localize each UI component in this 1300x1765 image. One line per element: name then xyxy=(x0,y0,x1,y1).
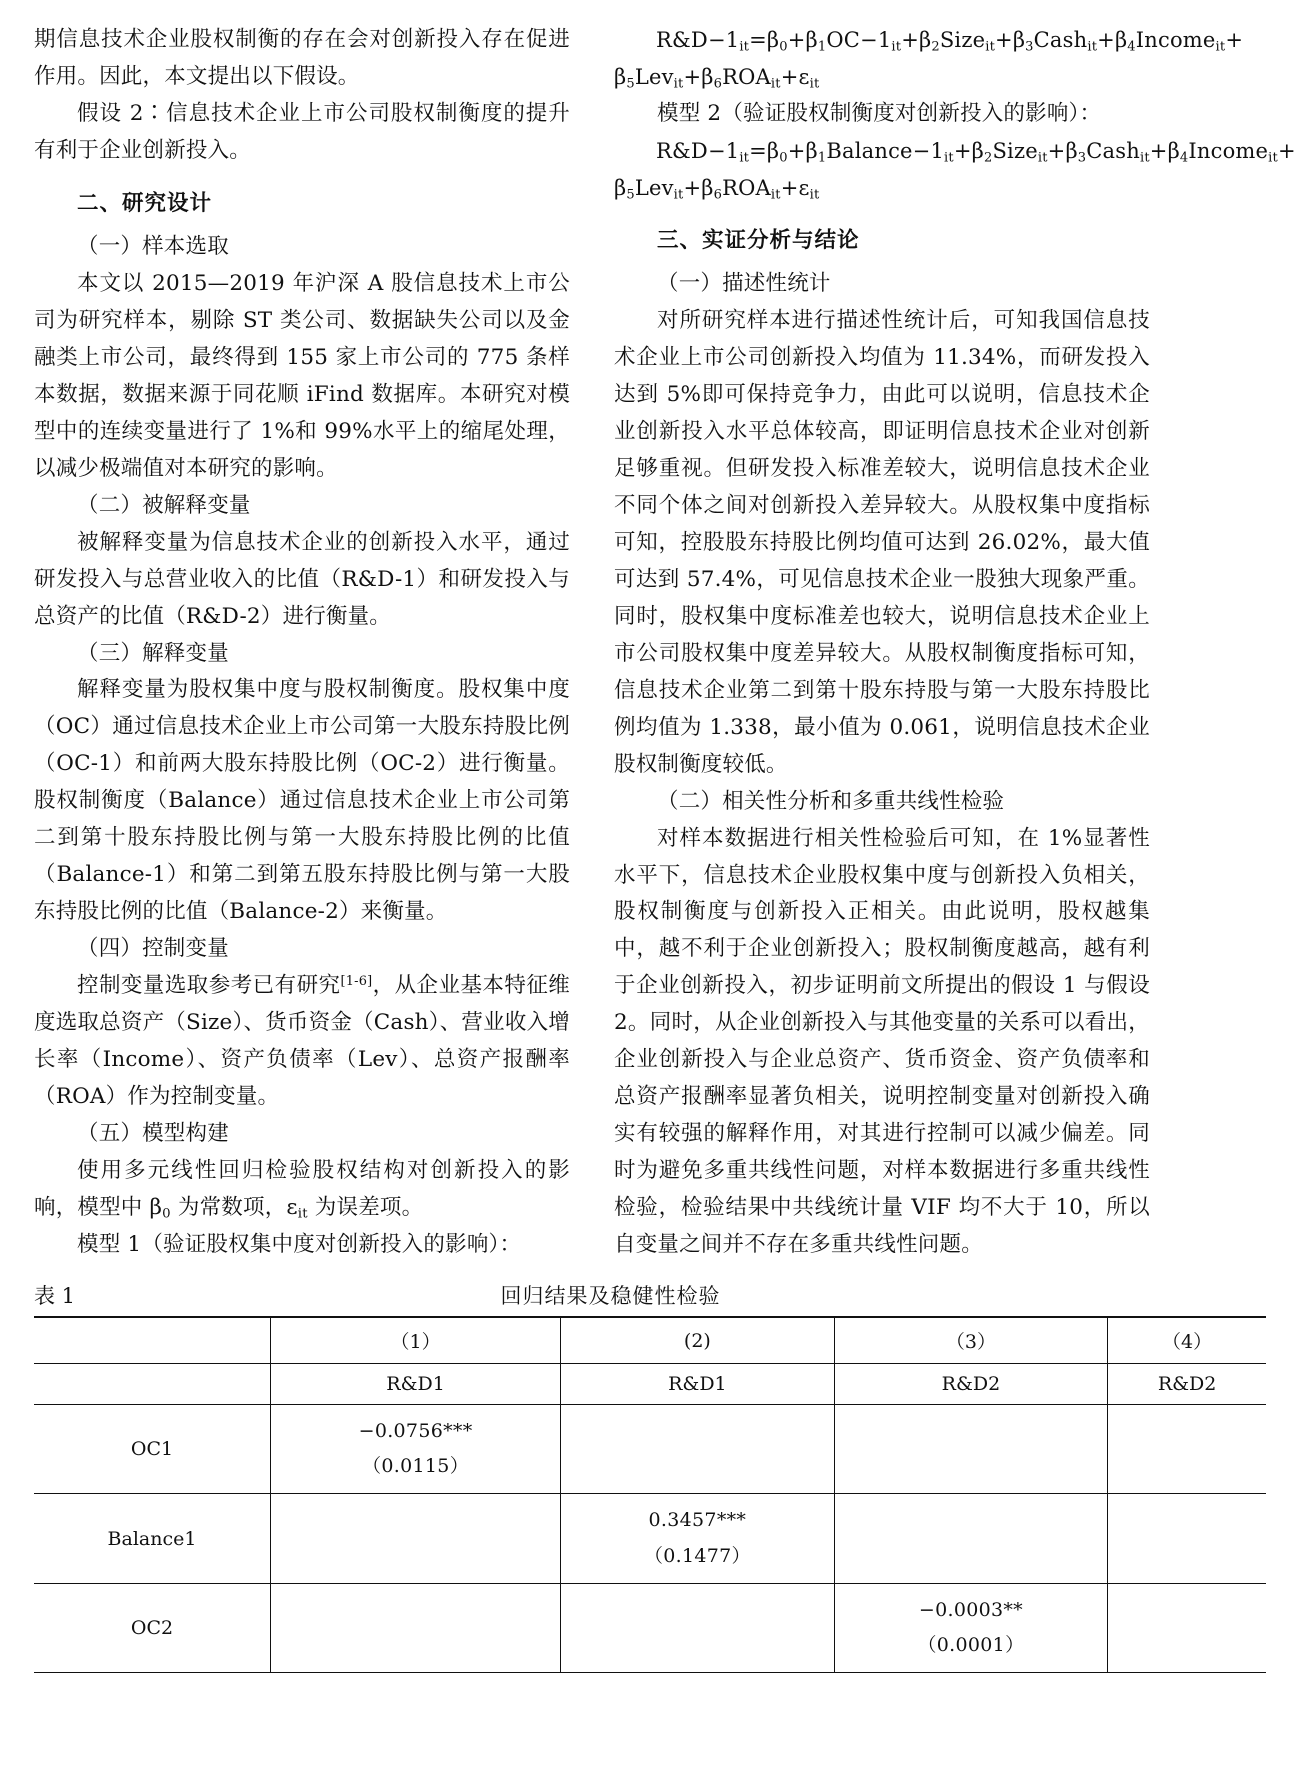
cell-oc1-col4 xyxy=(1108,1405,1266,1494)
model-2-formula-line2: $\beta_5Lev_{it}+\beta_6ROA_{it}+\varepsilon_{it}$ xyxy=(614,176,820,203)
subsection-heading-control-variable: （四）控制变量 xyxy=(77,936,229,962)
se-value: （0.1477） xyxy=(643,1544,751,1567)
model-2-caption: 模型 2（验证股权制衡度对创新投入的影响）： xyxy=(657,101,1102,127)
coef-value: 0.3457*** xyxy=(648,1509,747,1532)
row-label-oc2: OC2 xyxy=(34,1583,271,1672)
table-label: 表 1 xyxy=(34,1284,76,1309)
depvar-cell-4: R&D2 xyxy=(1108,1364,1266,1405)
table-header-cell-1: （1） xyxy=(271,1317,561,1364)
regression-results-table xyxy=(34,1316,1266,1673)
table-header-cell-2: (2) xyxy=(561,1317,835,1364)
control-variable-text-b: ，从企业基本特征维度选取总资产（Size）、货币资金（Cash）、营业收入增长率（Income）、资产负债率（Lev）、总资产报酬率（ROA）作为控制变量。 xyxy=(34,973,570,1110)
depvar-cell-1: R&D1 xyxy=(271,1364,561,1405)
table-title: 回归结果及稳健性检验 xyxy=(500,1284,721,1309)
paragraph-continuation: 期信息技术企业股权制衡的存在会对创新投入存在促进作用。因此，本文提出以下假设。 xyxy=(34,27,570,89)
regression-table-block xyxy=(34,1280,1266,1673)
table-depvar-row xyxy=(34,1364,1266,1405)
control-variable-text-a: 控制变量选取参考已有研究 xyxy=(77,973,341,999)
cell-balance1-col3 xyxy=(834,1494,1108,1583)
cell-oc2-col4 xyxy=(1108,1583,1266,1672)
table-row xyxy=(34,1494,1266,1583)
paragraph-dependent-variable: 被解释变量为信息技术企业的创新投入水平，通过研发投入与总营业收入的比值（R&D-1）和研发投入与总资产的比值（R&D-2）进行衡量。 xyxy=(34,529,570,629)
depvar-cell-2: R&D1 xyxy=(561,1364,835,1405)
cell-oc2-col1 xyxy=(271,1583,561,1672)
paragraph-control-variable xyxy=(34,968,570,1116)
cell-oc1-col3 xyxy=(834,1405,1108,1494)
subsection-heading-sample-selection: （一）样本选取 xyxy=(77,233,229,259)
se-value: （0.0115） xyxy=(362,1455,469,1478)
section-heading-3: 三、实证分析与结论 xyxy=(657,228,860,254)
depvar-cell-0 xyxy=(34,1364,271,1405)
right-column xyxy=(614,22,1296,1264)
left-column xyxy=(34,22,570,1264)
paragraph-model-construction: 使用多元线性回归检验股权结构对创新投入的影响，模型中 $\beta_0$ 为常数项，$\varepsilon_{it}$ 为误差项。 xyxy=(34,1158,570,1222)
section-heading-2: 二、研究设计 xyxy=(77,190,213,216)
two-column-body xyxy=(34,22,1296,1264)
cell-balance1-col2 xyxy=(561,1494,835,1583)
cell-balance1-col4 xyxy=(1108,1494,1266,1583)
paragraph-correlation-analysis: 对样本数据进行相关性检验后可知，在 1%显著性水平下，信息技术企业股权集中度与创新投入负相关，股权制衡度与创新投入正相关。由此说明，股权越集中，越不利于企业创新投入；股权制衡度越高，越有利于企业创新投入，初步证明前文所提出的假设 1 与假设 2。同时，从企业创新投入与其他变量的关系可以看出，企业创新投入与企业总资产、货币资金、资产负债率和总资产报酬率显著负相关，说明控制变量对创新投入确实有较强的解释作用，对其进行控制可以减少偏差。同时为避免多重共线性问题，对样本数据进行多重共线性检验，检验结果中共线统计量 VIF 均不大于 10，所以自变量之间并不存在多重共线性问题。 xyxy=(614,825,1150,1258)
coef-value: −0.0756*** xyxy=(358,1420,473,1443)
paragraph-sample-selection: 本文以 2015—2019 年沪深 A 股信息技术上市公司为研究样本，剔除 ST 类公司、数据缺失公司以及金融类上市公司，最终得到 155 家上市公司的 775 条样本数据，数据来源于同花顺 iFind 数据库。本研究对模型中的连续变量进行了 1%和 99%水平上的缩尾处理，以减少极端值对本研究的影响。 xyxy=(34,270,570,481)
cell-balance1-col1 xyxy=(271,1494,561,1583)
table-header-row xyxy=(34,1317,1266,1364)
paragraph-explanatory-variable: 解释变量为股权集中度与股权制衡度。股权集中度（OC）通过信息技术企业上市公司第一大股东持股比例（OC-1）和前两大股东持股比例（OC-2）进行衡量。股权制衡度（Balance）通过信息技术企业上市公司第二到第十股东持股比例与第一大股东持股比例的比值（Balance-1）和第二到第五股东持股比例与第一大股东持股比例的比值（Balance-2）来衡量。 xyxy=(34,677,570,925)
cell-oc2-col2 xyxy=(561,1583,835,1672)
cell-oc1-col2 xyxy=(561,1405,835,1494)
model-1-caption: 模型 1（验证股权集中度对创新投入的影响）： xyxy=(77,1232,522,1257)
table-header-cell-0 xyxy=(34,1317,271,1364)
coef-value: −0.0003** xyxy=(918,1598,1023,1621)
row-label-balance1: Balance1 xyxy=(34,1494,271,1583)
hypothesis-2-paragraph: 假设 2∶信息技术企业上市公司股权制衡度的提升有利于企业创新投入。 xyxy=(34,100,570,163)
row-label-oc1: OC1 xyxy=(34,1405,271,1494)
table-header-cell-4: （4） xyxy=(1108,1317,1266,1364)
citation-reference: [1-6] xyxy=(340,974,373,990)
table-caption-row xyxy=(34,1280,1266,1310)
subsection-heading-descriptive-statistics: （一）描述性统计 xyxy=(657,271,831,296)
subsection-heading-explanatory-variable: （三）解释变量 xyxy=(77,640,229,666)
model-2-formula: $R\&D-1_{it}=\beta_0+\beta_1Balance-1_{it}+\beta_2Size_{it}+\beta_3Cash_{it}+\beta_4Income_{it}+$ xyxy=(656,139,1296,166)
table-row xyxy=(34,1583,1266,1672)
subsection-heading-correlation-analysis: （二）相关性分析和多重共线性检验 xyxy=(657,788,1005,814)
paragraph-descriptive-statistics: 对所研究样本进行描述性统计后，可知我国信息技术企业上市公司创新投入均值为 11.34%，而研发投入达到 5%即可保持竞争力，由此可以说明，信息技术企业创新投入水平总体较高，即证明信息技术企业对创新足够重视。但研发投入标准差较大，说明信息技术企业不同个体之间对创新投入差异较大。从股权集中度指标可知，控股股东持股比例均值可达到 26.02%，最大值可达到 57.4%，可见信息技术企业一股独大现象严重。同时，股权集中度标准差也较大，说明信息技术企业上市公司股权集中度差异较大。从股权制衡度指标可知，信息技术企业第二到第十股东持股与第一大股东持股比例均值为 1.338，最小值为 0.061，说明信息技术企业股权制衡度较低。 xyxy=(614,307,1150,777)
depvar-cell-3: R&D2 xyxy=(834,1364,1108,1405)
subsection-heading-dependent-variable: （二）被解释变量 xyxy=(77,492,251,518)
table-row xyxy=(34,1405,1266,1494)
cell-oc2-col3 xyxy=(834,1583,1108,1672)
table-header-cell-3: （3） xyxy=(834,1317,1108,1364)
model-1-formula: $R\&D-1_{it}=\beta_0+\beta_1OC-1_{it}+\beta_2Size_{it}+\beta_3Cash_{it}+\beta_4Income_{it}+$ xyxy=(656,28,1244,55)
model-1-formula-line2: $\beta_5Lev_{it}+\beta_6ROA_{it}+\varepsilon_{it}$ xyxy=(614,65,820,92)
se-value: （0.0001） xyxy=(917,1633,1025,1656)
cell-oc1-col1 xyxy=(271,1405,561,1494)
subsection-heading-model-construction: （五）模型构建 xyxy=(77,1121,229,1147)
